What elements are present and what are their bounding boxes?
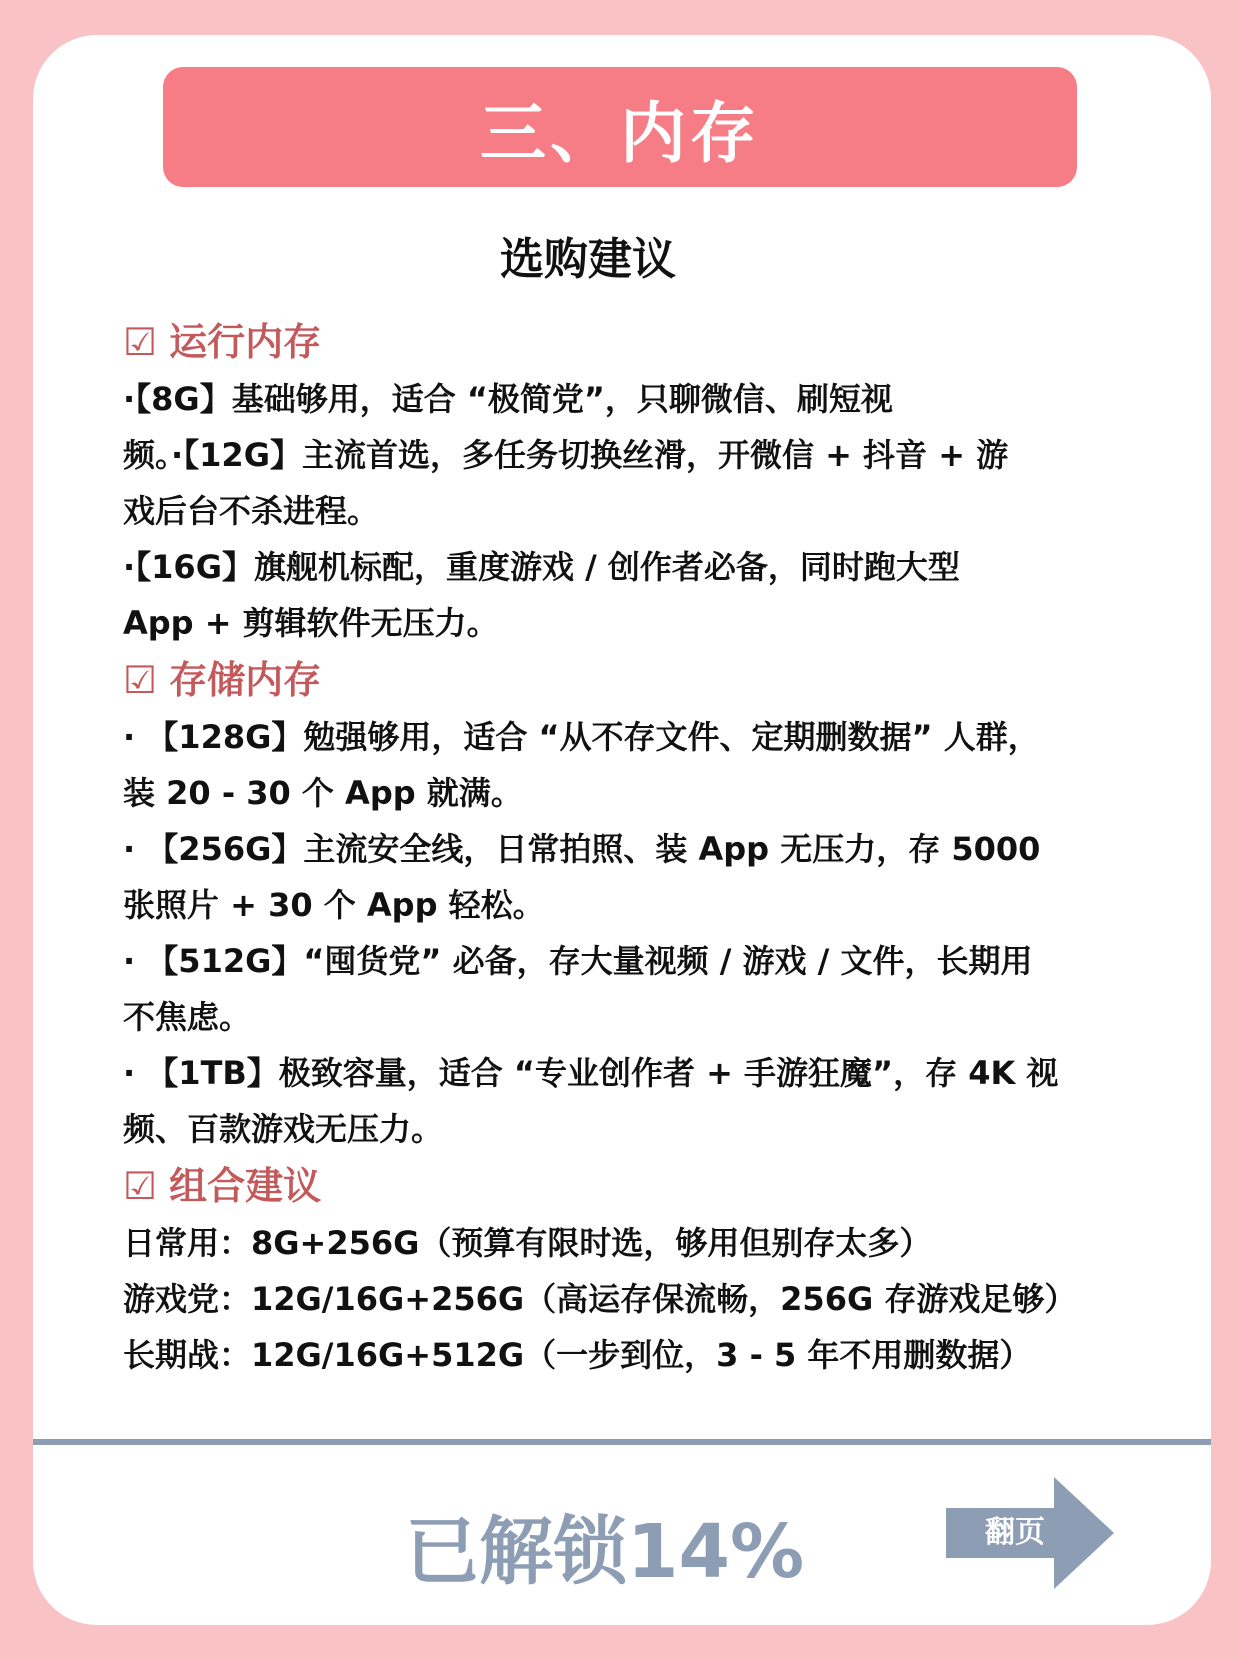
section-storage <box>123 651 1153 1157</box>
paragraph <box>123 933 1153 1045</box>
section-heading <box>123 1157 1153 1215</box>
paragraph <box>123 709 1153 821</box>
section-heading-label: 运行内存 <box>169 320 322 364</box>
section-ram <box>123 313 1153 651</box>
section-heading-label: 组合建议 <box>169 1164 322 1208</box>
title-banner <box>163 67 1077 187</box>
paragraph <box>123 371 1153 539</box>
next-page-label: 翻页 <box>985 1515 1045 1550</box>
paragraph <box>123 1215 1153 1271</box>
checkbox-icon: ☑ <box>123 658 158 702</box>
text-line: ·【8G】基础够用，适合 “极简党”，只聊微信、刷短视 <box>123 380 893 418</box>
section-heading-label: 存储内存 <box>169 658 322 702</box>
text-line: 游戏党：12G/16G+256G（高运存保流畅，256G 存游戏足够） <box>123 1280 1077 1318</box>
text-line: 日常用：8G+256G（预算有限时选，够用但别存太多） <box>123 1224 932 1262</box>
text-line: 频、百款游戏无压力。 <box>123 1110 444 1148</box>
progress-text: 已解锁14% <box>405 1509 805 1595</box>
text-line: 张照片 + 30 个 App 轻松。 <box>123 886 545 924</box>
section-combo <box>123 1157 1153 1383</box>
text-line: · 【128G】勉强够用，适合 “从不存文件、定期删数据” 人群， <box>123 718 1040 756</box>
section-heading <box>123 651 1153 709</box>
content-body <box>123 313 1153 1383</box>
checkbox-icon: ☑ <box>123 1164 158 1208</box>
text-line: 戏后台不杀进程。 <box>123 492 380 530</box>
paragraph <box>123 539 1153 651</box>
text-line: App + 剪辑软件无压力。 <box>123 604 499 642</box>
paragraph <box>123 1271 1153 1327</box>
checkbox-icon: ☑ <box>123 320 158 364</box>
text-line: 装 20 - 30 个 App 就满。 <box>123 774 523 812</box>
paragraph <box>123 1045 1153 1157</box>
text-line: 不焦虑。 <box>123 998 252 1036</box>
section-heading <box>123 313 1153 371</box>
text-line: 频。·【12G】主流首选，多任务切换丝滑，开微信 + 抖音 + 游 <box>123 436 1009 474</box>
text-line: ·【16G】旗舰机标配，重度游戏 / 创作者必备，同时跑大型 <box>123 548 960 586</box>
subtitle: 选购建议 <box>500 234 676 285</box>
text-line: · 【256G】主流安全线，日常拍照、装 App 无压力，存 5000 <box>123 830 1041 868</box>
content-card <box>33 35 1211 1625</box>
text-line: · 【512G】“囤货党” 必备，存大量视频 / 游戏 / 文件，长期用 <box>123 942 1033 980</box>
text-line: · 【1TB】极致容量，适合 “专业创作者 + 手游狂魔”，存 4K 视 <box>123 1054 1059 1092</box>
footer-divider <box>33 1439 1211 1445</box>
paragraph <box>123 1327 1153 1383</box>
page-title: 三、内存 <box>480 94 760 172</box>
text-line: 长期战：12G/16G+512G（一步到位，3 - 5 年不用删数据） <box>123 1336 1032 1374</box>
next-page-button[interactable] <box>946 1477 1114 1589</box>
paragraph <box>123 821 1153 933</box>
